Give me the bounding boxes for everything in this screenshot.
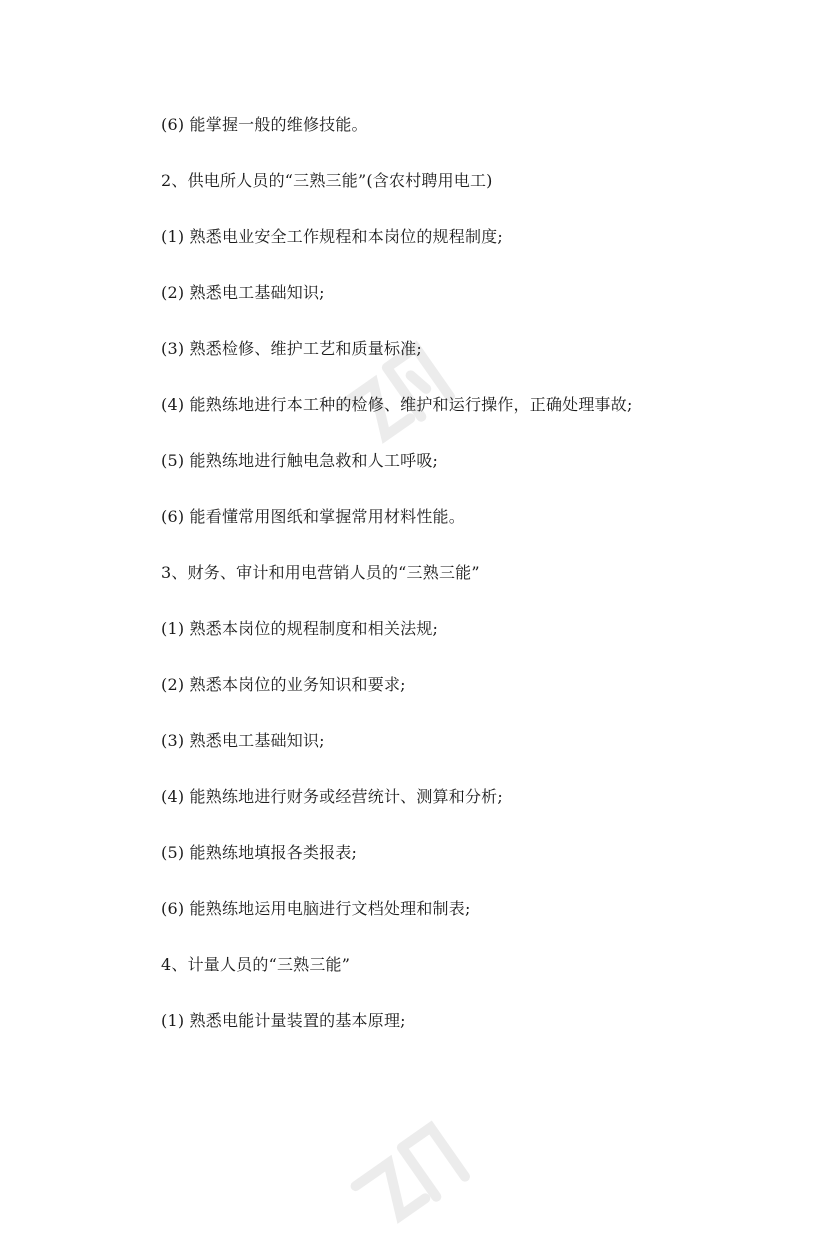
section-heading: 4、计量人员的“三熟三能” [161, 955, 351, 974]
text-line: (4) 能熟练地进行本工种的检修、维护和运行操作，正确处理事故; [161, 395, 633, 414]
text-line: (5) 能熟练地进行触电急救和人工呼吸; [161, 451, 439, 470]
text-line: (6) 能熟练地运用电脑进行文档处理和制表; [161, 899, 471, 918]
text-line: (1) 熟悉本岗位的规程制度和相关法规; [161, 619, 439, 638]
text-line: (3) 熟悉检修、维护工艺和质量标准; [161, 339, 422, 358]
text-line: (3) 熟悉电工基础知识; [161, 731, 325, 750]
text-line: (5) 能熟练地填报各类报表; [161, 843, 358, 862]
text-line: (1) 熟悉电能计量装置的基本原理; [161, 1011, 406, 1030]
text-line: (6) 能掌握一般的维修技能。 [161, 115, 368, 134]
section-heading: 2、供电所人员的“三熟三能”(含农村聘用电工) [161, 171, 493, 190]
text-line: (2) 熟悉电工基础知识; [161, 283, 325, 302]
text-line: (4) 能熟练地进行财务或经营统计、测算和分析; [161, 787, 503, 806]
watermark-logo-bottom [340, 1100, 490, 1250]
section-heading: 3、财务、审计和用电营销人员的“三熟三能” [161, 563, 480, 582]
text-line: (6) 能看懂常用图纸和掌握常用材料性能。 [161, 507, 465, 526]
text-line: (2) 熟悉本岗位的业务知识和要求; [161, 675, 406, 694]
text-line: (1) 熟悉电业安全工作规程和本岗位的规程制度; [161, 227, 503, 246]
